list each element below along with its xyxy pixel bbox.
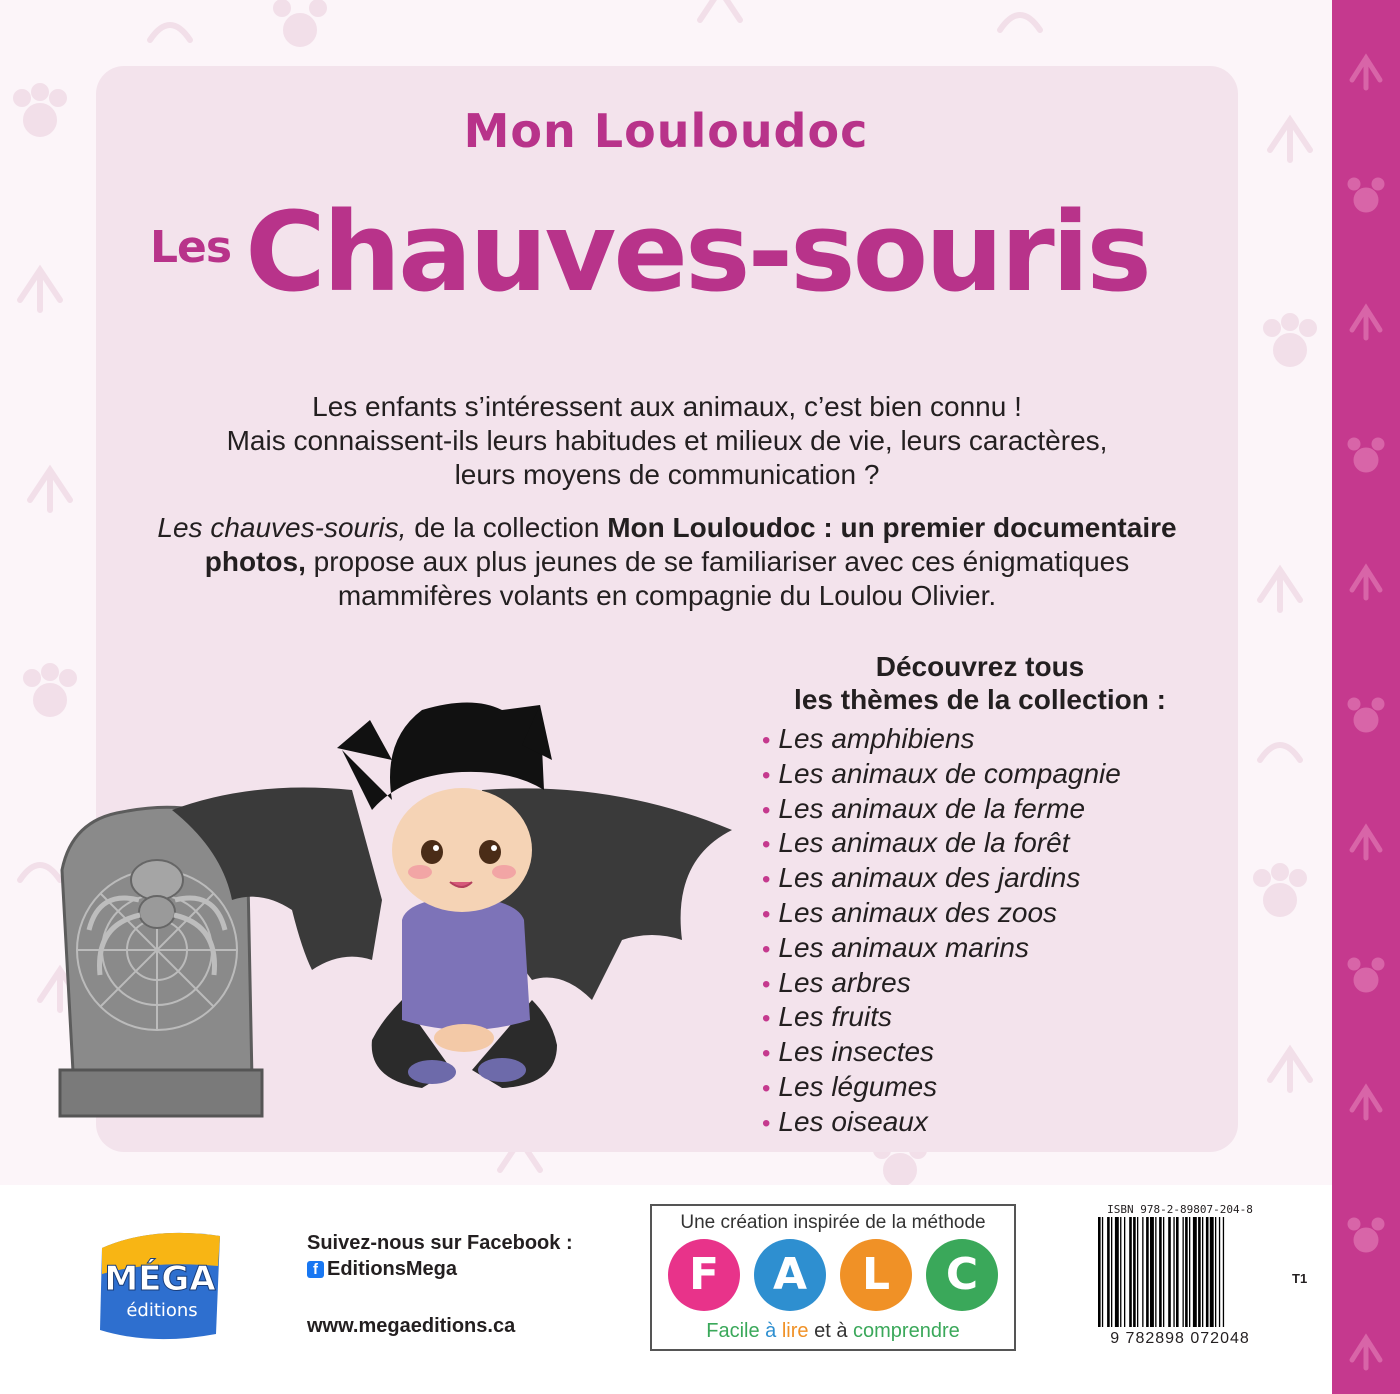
theme-item (762, 758, 1121, 793)
barcode-bar (1107, 1217, 1110, 1327)
barcode-bar (1155, 1217, 1156, 1327)
theme-label: Les légumes (778, 1070, 938, 1102)
barcode-bar (1124, 1217, 1125, 1327)
barcode-bar (1146, 1217, 1149, 1327)
theme-item (762, 897, 1121, 932)
theme-label: Les arbres (778, 966, 911, 998)
book-title-main: Chauves-souris (245, 188, 1149, 316)
collection-heading-line-1: Découvrez tous (875, 651, 1085, 682)
theme-label: Les amphibiens (778, 723, 975, 754)
falc-caption-word-3: lire (781, 1320, 809, 1342)
falc-badge (650, 1204, 1016, 1351)
falc-caption-word-5: comprendre (853, 1320, 960, 1342)
intro-collection-name: Mon Louloudoc : un premier documentaire photos, (204, 512, 1177, 577)
bullet-icon: • (762, 761, 771, 789)
bullet-icon: • (762, 1040, 771, 1068)
theme-item (762, 967, 1121, 1002)
theme-item (762, 827, 1121, 862)
barcode-bar (1142, 1217, 1143, 1327)
logo-sub-text: éditions (126, 1300, 198, 1321)
isbn-barcode (1094, 1203, 1266, 1355)
bullet-icon: • (762, 1109, 771, 1137)
intro-paragraph-2 (96, 511, 1238, 613)
barcode-bar (1215, 1217, 1216, 1327)
intro-connector: de la collection (406, 512, 608, 543)
falc-letter-l: L (840, 1239, 912, 1311)
book-title-prefix: Les (150, 222, 232, 273)
theme-item (762, 1071, 1121, 1106)
barcode-bar (1189, 1217, 1190, 1327)
falc-caption (652, 1320, 1014, 1343)
barcode-bar (1193, 1217, 1197, 1327)
website-link[interactable]: www.megaeditions.ca (307, 1315, 516, 1337)
book-title (150, 188, 1149, 316)
series-title: Mon Louloudoc (463, 104, 869, 158)
facebook-icon: f (307, 1261, 324, 1278)
theme-label: Les animaux de compagnie (778, 757, 1121, 789)
collection-heading-line-2: les thèmes de la collection : (794, 684, 1166, 715)
grade-label: T1 (1292, 1271, 1308, 1286)
intro-line-3: leurs moyens de communication ? (454, 459, 880, 490)
facebook-block (307, 1230, 573, 1282)
theme-label: Les animaux de la ferme (778, 792, 1086, 824)
collection-heading (740, 650, 1220, 716)
theme-label: Les insectes (778, 1036, 935, 1068)
theme-label: Les animaux des zoos (778, 896, 1058, 928)
barcode-bar (1168, 1217, 1171, 1327)
theme-label: Les fruits (778, 1001, 893, 1033)
falc-caption-word-2: à (759, 1320, 782, 1342)
theme-item (762, 723, 1121, 758)
falc-caption-word-4: et à (808, 1320, 854, 1342)
barcode-bar (1115, 1217, 1119, 1327)
facebook-link[interactable] (307, 1256, 573, 1282)
falc-caption-word-1: Facile (706, 1320, 760, 1342)
intro-line-1: Les enfants s’intéressent aux animaux, c’est bien connu ! (312, 391, 1022, 422)
intro-paragraph-1 (96, 390, 1238, 492)
spine-pattern (1332, 0, 1400, 1394)
barcode-bar (1173, 1217, 1174, 1327)
barcode-bars (1094, 1217, 1266, 1329)
intro-book-name: Les chauves-souris, (157, 512, 407, 543)
falc-letter-c: C (926, 1239, 998, 1311)
barcode-bar (1120, 1217, 1121, 1327)
facebook-label: Suivez-nous sur Facebook : (307, 1232, 573, 1254)
intro-description: propose aux plus jeunes de se familiariser avec ces énigmatiques mammifères volants en compagnie du Loulou Olivier. (305, 546, 1130, 611)
facebook-handle: EditionsMega (327, 1258, 458, 1280)
barcode-bar (1223, 1217, 1224, 1327)
falc-letter-a: A (754, 1239, 826, 1311)
barcode-number: 9 782898 072048 (1110, 1330, 1250, 1347)
theme-item (762, 932, 1121, 967)
theme-item (762, 1106, 1121, 1141)
barcode-bar (1133, 1217, 1136, 1327)
theme-label: Les oiseaux (778, 1105, 928, 1137)
barcode-bar (1129, 1217, 1132, 1327)
bullet-icon: • (762, 970, 771, 998)
intro-line-2: Mais connaissent-ils leurs habitudes et milieux de vie, leurs caractères, (226, 425, 1108, 456)
theme-item (762, 793, 1121, 828)
barcode-bar (1176, 1217, 1179, 1327)
theme-item (762, 862, 1121, 897)
bullet-icon: • (762, 900, 771, 928)
barcode-bar (1206, 1217, 1209, 1327)
bullet-icon: • (762, 935, 771, 963)
logo-main-text: MÉGA (104, 1259, 216, 1299)
falc-tagline: Une création inspirée de la méthode (680, 1212, 986, 1233)
theme-label: Les animaux marins (778, 931, 1029, 963)
bullet-icon: • (762, 1074, 771, 1102)
barcode-bar (1183, 1217, 1184, 1327)
theme-item (762, 1036, 1121, 1071)
barcode-bar (1219, 1217, 1220, 1327)
theme-label: Les animaux des jardins (778, 862, 1081, 894)
bullet-icon: • (762, 831, 771, 859)
barcode-bar (1198, 1217, 1201, 1327)
barcode-bar (1210, 1217, 1214, 1327)
barcode-bar (1185, 1217, 1188, 1327)
theme-label: Les animaux de la forêt (778, 827, 1070, 859)
mega-editions-logo (92, 1226, 228, 1346)
bullet-icon: • (762, 727, 771, 754)
isbn-text: ISBN 978-2-89807-204-8 (1107, 1203, 1253, 1216)
barcode-bar (1098, 1217, 1101, 1327)
falc-letter-f: F (668, 1239, 740, 1311)
themes-list (762, 723, 1121, 1141)
bullet-icon: • (762, 866, 771, 894)
bat-costume-illustration (52, 700, 752, 1130)
barcode-bar (1150, 1217, 1154, 1327)
theme-item (762, 1001, 1121, 1036)
barcode-bar (1111, 1217, 1112, 1327)
barcode-bar (1202, 1217, 1203, 1327)
barcode-bar (1102, 1217, 1103, 1327)
barcode-bar (1163, 1217, 1164, 1327)
bullet-icon: • (762, 796, 771, 824)
barcode-bar (1137, 1217, 1138, 1327)
bullet-icon: • (762, 1005, 771, 1033)
barcode-bar (1159, 1217, 1162, 1327)
book-spine (1332, 0, 1400, 1394)
